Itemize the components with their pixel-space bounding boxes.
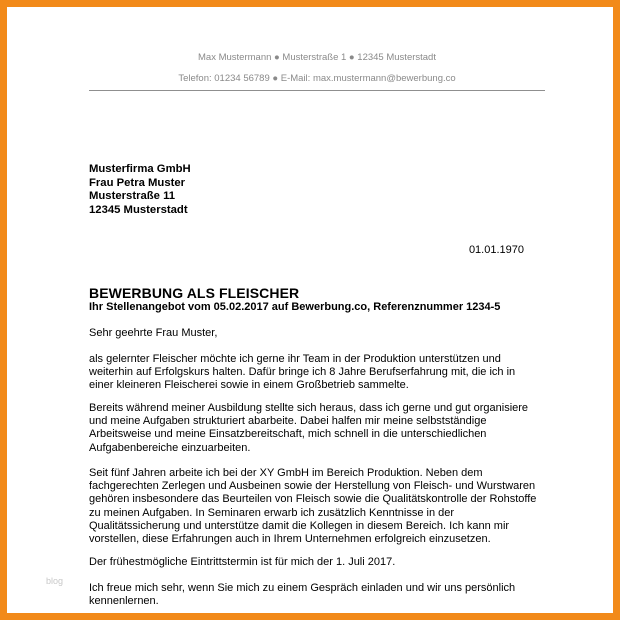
letter-date: 01.01.1970	[468, 244, 524, 256]
header-divider	[89, 90, 545, 91]
paragraph-2	[89, 402, 539, 455]
paragraph-5	[89, 582, 539, 608]
sender-contact-line: Telefon: 01234 56789 ● E-Mail: max.mustermann@bewerbung.co	[178, 73, 456, 84]
recipient-street: Musterstraße 11	[89, 190, 176, 202]
paragraph-line: Bereits während meiner Ausbildung stellte sich heraus, dass ich gerne und gut organisiere	[89, 402, 529, 414]
paragraph-line: vorstellen, diese Erfahrungen auch in Ihrem Unternehmen erfolgreich einzusetzen.	[89, 533, 491, 546]
paragraph-line: kennenlernen.	[89, 595, 159, 608]
watermark: blog	[46, 576, 64, 586]
paragraph-line: Arbeitsweise und meine Einsatzbereitschaft, mich schnell in die unterschiedlichen	[89, 428, 487, 441]
paragraph-line: Seit fünf Jahren arbeite ich bei der XY GmbH im Bereich Produktion. Neben dem	[89, 467, 483, 479]
recipient-company: Musterfirma GmbH	[89, 163, 191, 175]
paragraph-line: fachgerechten Zerlegen und Ausbeinen sowie der Herstellung von Fleisch- und Wurstwaren	[89, 480, 536, 493]
paragraph-line: Aufgabenbereiche einzuarbeiten.	[89, 441, 251, 454]
paragraph-line: und meine Aufgaben strukturiert abarbeite. Dabei halfen mir meine selbstständige	[89, 415, 487, 428]
recipient-city: 12345 Musterstadt	[89, 203, 188, 216]
greeting	[89, 327, 539, 340]
paragraph-line: Ich freue mich sehr, wenn Sie mich zu einem Gespräch einladen und wir uns persönlich	[89, 582, 516, 594]
letter-subject: BEWERBUNG ALS FLEISCHER	[89, 285, 300, 301]
paragraph-line: Qualitätssicherung und unterstütze damit die Kollegen in diesem Bereich. Ich kann mir	[89, 519, 510, 532]
paragraph-line: Der frühestmögliche Eintrittstermin ist für mich der 1. Juli 2017.	[89, 556, 396, 568]
paragraph-4	[89, 556, 539, 569]
sender-address-line: Max Mustermann ● Musterstraße 1 ● 12345 Musterstadt	[198, 52, 436, 63]
recipient-person: Frau Petra Muster	[89, 176, 186, 189]
paragraph-line: als gelernter Fleischer möchte ich gerne ihr Team in der Produktion unterstützen und	[89, 353, 501, 365]
paragraph-line: zu meinen Aufgaben. In Seminaren erwarb ich zusätzlich Kenntnisse in der	[89, 506, 455, 519]
paragraph-1	[89, 353, 539, 393]
paragraph-line: einer kleineren Fleischerei sowie in einem Großbetrieb sammelte.	[89, 379, 409, 392]
greeting-line: Sehr geehrte Frau Muster,	[89, 327, 218, 339]
letter-subtitle: Ihr Stellenangebot vom 05.02.2017 auf Bewerbung.co, Referenznummer 1234-5	[89, 301, 501, 313]
recipient-address-block	[89, 163, 191, 217]
paragraph-3	[89, 467, 539, 546]
paragraph-line: gehören insbesondere das Beurteilen von Fleisch sowie die Qualitätskontrolle der Rohstoffe	[89, 493, 537, 506]
paragraph-line: weiterhin auf Erfolgskurs halten. Dafür bringe ich 8 Jahre Berufserfahrung mit, die ich in	[89, 366, 516, 379]
